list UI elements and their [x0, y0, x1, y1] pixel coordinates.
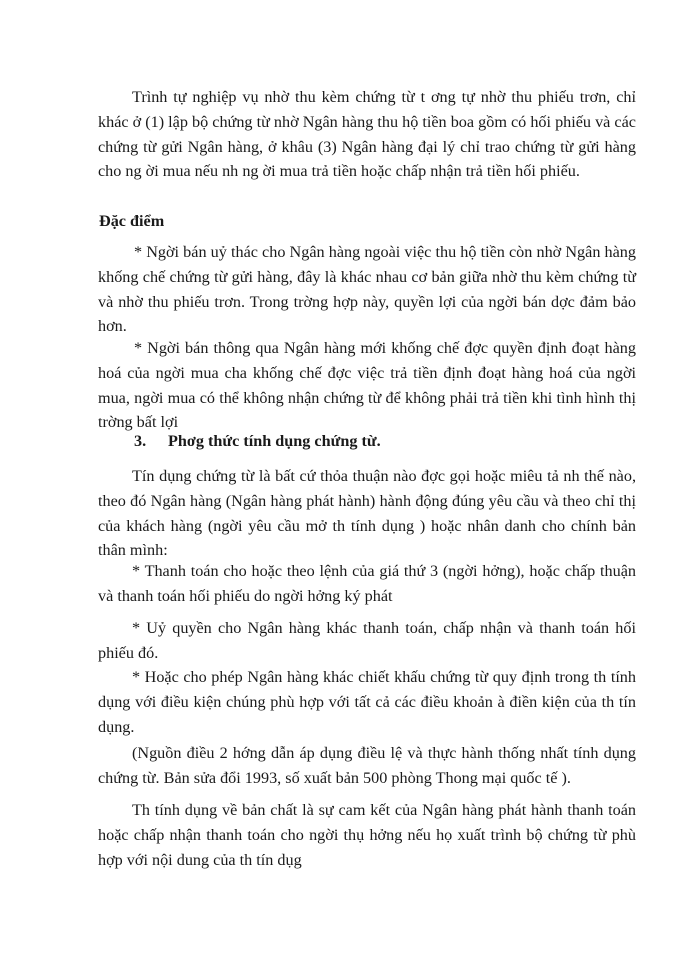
section-heading-characteristics: Đặc điểm: [99, 212, 165, 230]
paragraph-source-note: (Nguồn điều 2 hớng dẫn áp dụng điều lệ và thực hành thống nhất tính dụng chứng từ. Bản sửa đổi 1993, số xuất bản 500 phòng Thong mại quốc tế ).: [98, 744, 636, 787]
paragraph-definition: Tín dụng chứng từ là bất cứ thỏa thuận nào đợc gọi hoặc miêu tả nh thế nào, theo đó Ngân hàng (Ngân hàng phát hành) hành động đúng yêu cầu và theo chỉ thị của khách hàng (ngời yêu cầu mở th tính dụng ) hoặc nhân danh cho chính bản thân mình:: [98, 467, 636, 560]
list-item-discount: * Hoặc cho phép Ngân hàng khác chiết khấu chứng từ quy định trong th tính dụng với điều kiện chúng phù hợp với tất cả các điều khoản à điền kiện của th tín dụng.: [98, 668, 636, 736]
paragraph-seller-control: * Ngời bán thông qua Ngân hàng mới khống chế đợc quyền định đoạt hàng hoá của ngời mua cha khống chế đợc việc trả tiền định đoạt hàng hoá của ngời mua, ngời mua có thể không nhận chứng từ để không phải trả tiền khi tình hình thị trờng bất lợi: [98, 339, 636, 432]
list-item-payment: * Thanh toán cho hoặc theo lệnh của giá thứ 3 (ngời hởng), hoặc chấp thuận và thanh toán hối phiếu do ngời hởng ký phát: [98, 562, 636, 605]
heading-number: 3.: [134, 432, 147, 450]
section-heading-3: [134, 429, 634, 454]
paragraph-seller-entrust: * Ngời bán uỷ thác cho Ngân hàng ngoài việc thu hộ tiền còn nhờ Ngân hàng khống chế chứng từ gửi hàng, đây là khác nhau cơ bản giữa nhờ thu kèm chứng từ và nhờ thu phiếu trơn. Trong trờng hợp này, quyền lợi của ngời bán dợc đảm bảo hơn.: [98, 243, 636, 336]
paragraph-procedure: Trình tự nghiệp vụ nhờ thu kèm chứng từ t ơng tự nhờ thu phiếu trơn, chỉ khác ở (1) lập bộ chứng từ nhờ Ngân hàng thu hộ tiền boa gồm có hối phiếu và các chứng từ gửi Ngân hàng, ở khâu (3) Ngân hàng đại lý chỉ trao chứng từ gửi hàng cho ng ời mua nếu nh ng ời mua trả tiền hoặc chấp nhận trả tiền hối phiếu.: [98, 88, 636, 181]
paragraph-letter-of-credit: Th tính dụng về bản chất là sự cam kết của Ngân hàng phát hành thanh toán hoặc chấp nhận thanh toán cho ngời thụ hởng nếu họ xuất trình bộ chứng từ phù hợp với nội dung của th tín dụg: [98, 801, 636, 869]
list-item-authorize: * Uỷ quyền cho Ngân hàng khác thanh toán, chấp nhận và thanh toán hối phiếu đó.: [98, 619, 636, 662]
heading-title: Phơg thức tính dụng chứng từ.: [168, 432, 381, 450]
